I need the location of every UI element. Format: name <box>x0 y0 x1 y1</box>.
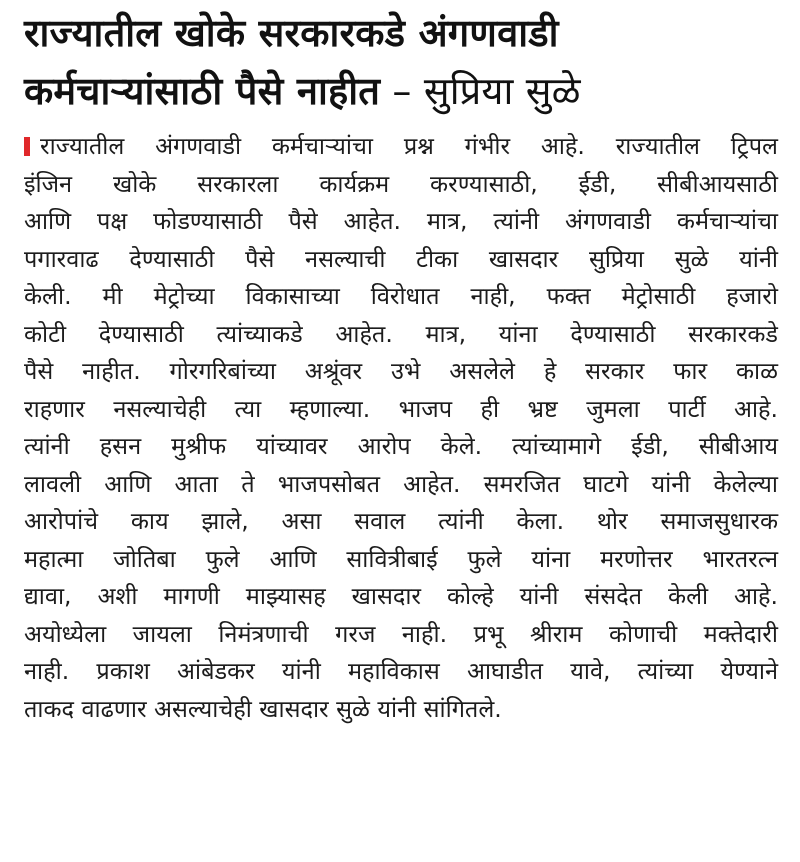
body-line: आरोपांचे काय झाले, असा सवाल त्यांनी केला. थोर समाजसुधारक <box>24 507 778 535</box>
headline-separator: – <box>380 69 424 113</box>
headline-line-1: राज्यातील खोके सरकारकडे अंगणवाडी <box>24 11 559 55</box>
body-line: पगारवाढ देण्यासाठी पैसे नसल्याची टीका खासदार सुप्रिया सुळे यांनी <box>24 244 778 273</box>
body-line: महात्मा जोतिबा फुले आणि सावित्रीबाई फुले यांना मरणोत्तर भारतरत्न <box>24 544 778 573</box>
body-line: त्यांनी हसन मुश्रीफ यांच्यावर आरोप केले. त्यांच्यामागे ईडी, सीबीआय <box>24 432 778 460</box>
body-line: आणि पक्ष फोडण्यासाठी पैसे आहेत. मात्र, त्यांनी अंगणवाडी कर्मचाऱ्यांचा <box>24 207 778 235</box>
paragraph-marker-icon <box>24 137 30 156</box>
body-line: केली. मी मेट्रोच्या विकासाच्या विरोधात नाही, फक्त मेट्रोसाठी हजारो <box>24 282 778 310</box>
headline-byline: सुप्रिया सुळे <box>423 69 581 113</box>
article-body <box>24 128 778 728</box>
body-line: नाही. प्रकाश आंबेडकर यांनी महाविकास आघाडीत यावे, त्यांच्या येण्याने <box>24 657 778 685</box>
headline-line-2 <box>24 62 778 120</box>
body-line: इंजिन खोके सरकारला कार्यक्रम करण्यासाठी, ईडी, सीबीआयसाठी <box>24 169 778 198</box>
body-line: कोटी देण्यासाठी त्यांच्याकडे आहेत. मात्र, यांना देण्यासाठी सरकारकडे <box>24 319 778 348</box>
body-line: राज्यातील अंगणवाडी कर्मचाऱ्यांचा प्रश्न गंभीर आहे. राज्यातील ट्रिपल <box>24 128 778 166</box>
headline-main: कर्मचाऱ्यांसाठी पैसे नाहीत <box>24 69 381 113</box>
headline <box>24 0 778 120</box>
body-line: द्यावा, अशी मागणी माझ्यासह खासदार कोल्हे यांनी संसदेत केली आहे. <box>24 582 778 610</box>
body-line: राहणार नसल्याचेही त्या म्हणाल्या. भाजप ही भ्रष्ट जुमला पार्टी आहे. <box>24 394 778 423</box>
body-line: अयोध्येला जायला निमंत्रणाची गरज नाही. प्रभू श्रीराम कोणाची मक्तेदारी <box>24 619 778 648</box>
body-line: लावली आणि आता ते भाजपसोबत आहेत. समरजित घाटगे यांनी केलेल्या <box>24 469 778 498</box>
body-line: पैसे नाहीत. गोरगरिबांच्या अश्रूंवर उभे असलेले हे सरकार फार काळ <box>24 357 778 385</box>
body-line: ताकद वाढणार असल्याचेही खासदार सुळे यांनी सांगितले. <box>24 694 502 723</box>
